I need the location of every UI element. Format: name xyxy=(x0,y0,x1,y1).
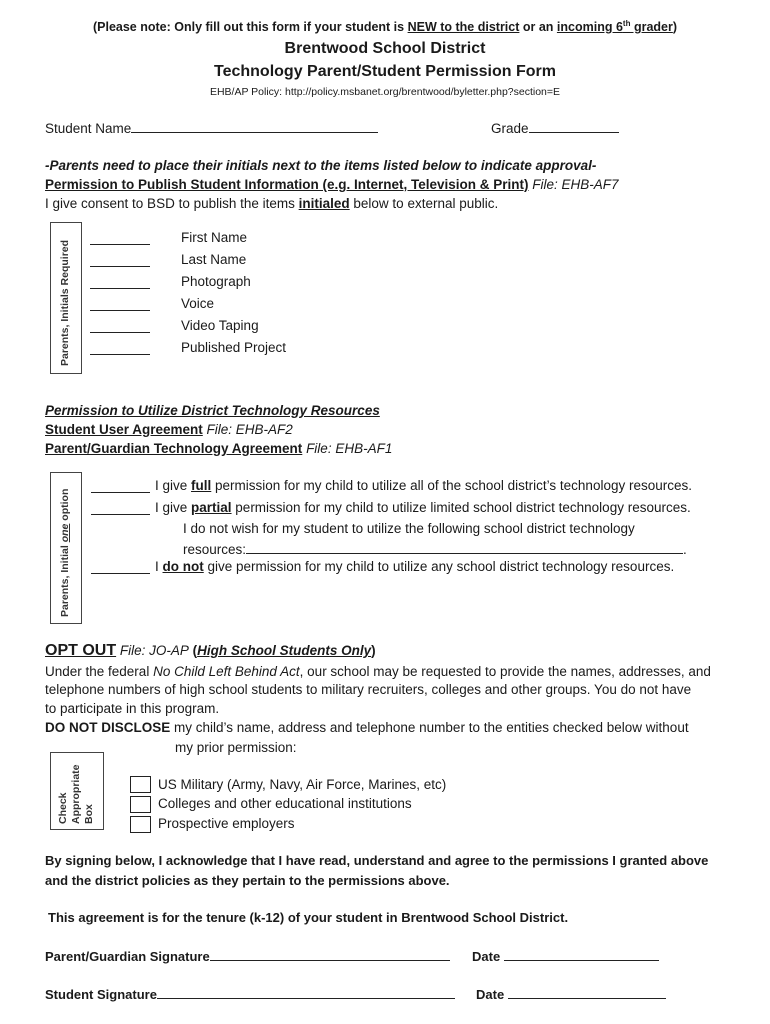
policy-reference: EHB/AP Policy: http://policy.msbanet.org/brentwood/byletter.php?section=E xyxy=(209,86,561,98)
initial-blank-full[interactable] xyxy=(91,492,150,493)
initial-blank-published-project[interactable] xyxy=(90,354,150,355)
option-partial-permission: I give partial permission for my child to utilize limited school district technology resources. xyxy=(155,500,691,515)
acknowledgement-text: and the district policies as they pertain to the permissions above. xyxy=(45,873,450,888)
prior-permission-text: my prior permission: xyxy=(175,740,297,755)
initial-blank-first-name[interactable] xyxy=(90,244,150,245)
student-signature-blank[interactable] xyxy=(157,986,455,999)
publish-item: Video Taping xyxy=(181,318,259,333)
checkbox-us-military[interactable] xyxy=(130,776,151,793)
eligibility-note: (Please note: Only fill out this form if your student is NEW to the district or an incoming 6th grader) xyxy=(92,19,678,35)
initial-blank-no-permission[interactable] xyxy=(91,573,150,574)
option-full-permission: I give full permission for my child to utilize all of the school district’s technology resources. xyxy=(155,478,692,493)
student-signature-field[interactable]: Student Signature xyxy=(45,986,455,1002)
acknowledgement-text: By signing below, I acknowledge that I have read, understand and agree to the permissions I granted above xyxy=(45,853,709,868)
publish-item: Last Name xyxy=(181,252,247,267)
disclosure-option: US Military (Army, Navy, Air Force, Marines, etc) xyxy=(158,777,447,792)
student-date-field[interactable]: Date xyxy=(476,986,666,1002)
partial-resources-field[interactable]: resources: . xyxy=(183,542,687,557)
student-name-field[interactable]: Student Name xyxy=(45,120,378,136)
checkbox-employers[interactable] xyxy=(130,816,151,833)
checkbox-colleges[interactable] xyxy=(130,796,151,813)
initial-blank-video-taping[interactable] xyxy=(90,332,150,333)
publish-item: Photograph xyxy=(181,274,251,289)
student-name-blank[interactable] xyxy=(131,120,378,133)
initials-instruction: -Parents need to place their initials next to the items listed below to indicate approval- xyxy=(45,158,597,173)
parent-date-field[interactable]: Date xyxy=(472,948,659,964)
district-title: Brentwood School District xyxy=(284,40,486,57)
parent-signature-field[interactable]: Parent/Guardian Signature xyxy=(45,948,450,964)
opt-out-heading: OPT OUT File: JO-AP (High School Students Only) xyxy=(45,642,376,659)
opt-out-paragraph: Under the federal No Child Left Behind Act, our school may be requested to provide the names, addresses, and xyxy=(45,664,711,679)
tenure-statement: This agreement is for the tenure (k-12) of your student in Brentwood School District. xyxy=(48,910,569,925)
initial-blank-voice[interactable] xyxy=(90,310,150,311)
disclosure-option: Prospective employers xyxy=(158,816,295,831)
partial-exclusion-text: I do not wish for my student to utilize the following school district technology xyxy=(183,521,635,536)
student-user-agreement: Student User Agreement File: EHB-AF2 xyxy=(45,422,293,437)
grade-field[interactable]: Grade xyxy=(491,120,619,136)
initial-blank-photograph[interactable] xyxy=(90,288,150,289)
parent-signature-blank[interactable] xyxy=(210,948,450,961)
check-appropriate-label: Check Appropriate Box xyxy=(57,764,95,824)
initials-required-label: Parents, Initials Required xyxy=(59,239,71,366)
initial-blank-last-name[interactable] xyxy=(90,266,150,267)
publish-heading: Permission to Publish Student Information (e.g. Internet, Television & Print) File: EHB-AF7 xyxy=(45,177,619,192)
opt-out-paragraph: to participate in this program. xyxy=(45,701,220,716)
form-title: Technology Parent/Student Permission Form xyxy=(214,63,556,80)
option-no-permission: I do not give permission for my child to utilize any school district technology resources. xyxy=(155,559,675,574)
parent-date-blank[interactable] xyxy=(504,948,659,961)
parent-guardian-agreement: Parent/Guardian Technology Agreement File: EHB-AF1 xyxy=(45,441,393,456)
resources-blank[interactable] xyxy=(246,541,683,554)
initial-blank-partial[interactable] xyxy=(91,514,150,515)
do-not-disclose-text: DO NOT DISCLOSE my child’s name, address and telephone number to the entities checked below without xyxy=(45,720,689,735)
publish-item: Published Project xyxy=(181,340,287,355)
initial-one-option-label: Parents, Initial one option xyxy=(59,488,71,617)
disclosure-option: Colleges and other educational institutions xyxy=(158,796,412,811)
tech-heading: Permission to Utilize District Technology Resources xyxy=(45,403,380,418)
grade-blank[interactable] xyxy=(529,120,619,133)
publish-consent: I give consent to BSD to publish the items initialed below to external public. xyxy=(45,196,499,211)
publish-item: Voice xyxy=(181,296,215,311)
opt-out-paragraph: telephone numbers of high school students to military recruiters, colleges and other groups. You do not have xyxy=(45,682,692,697)
publish-item: First Name xyxy=(181,230,248,245)
student-date-blank[interactable] xyxy=(508,986,666,999)
